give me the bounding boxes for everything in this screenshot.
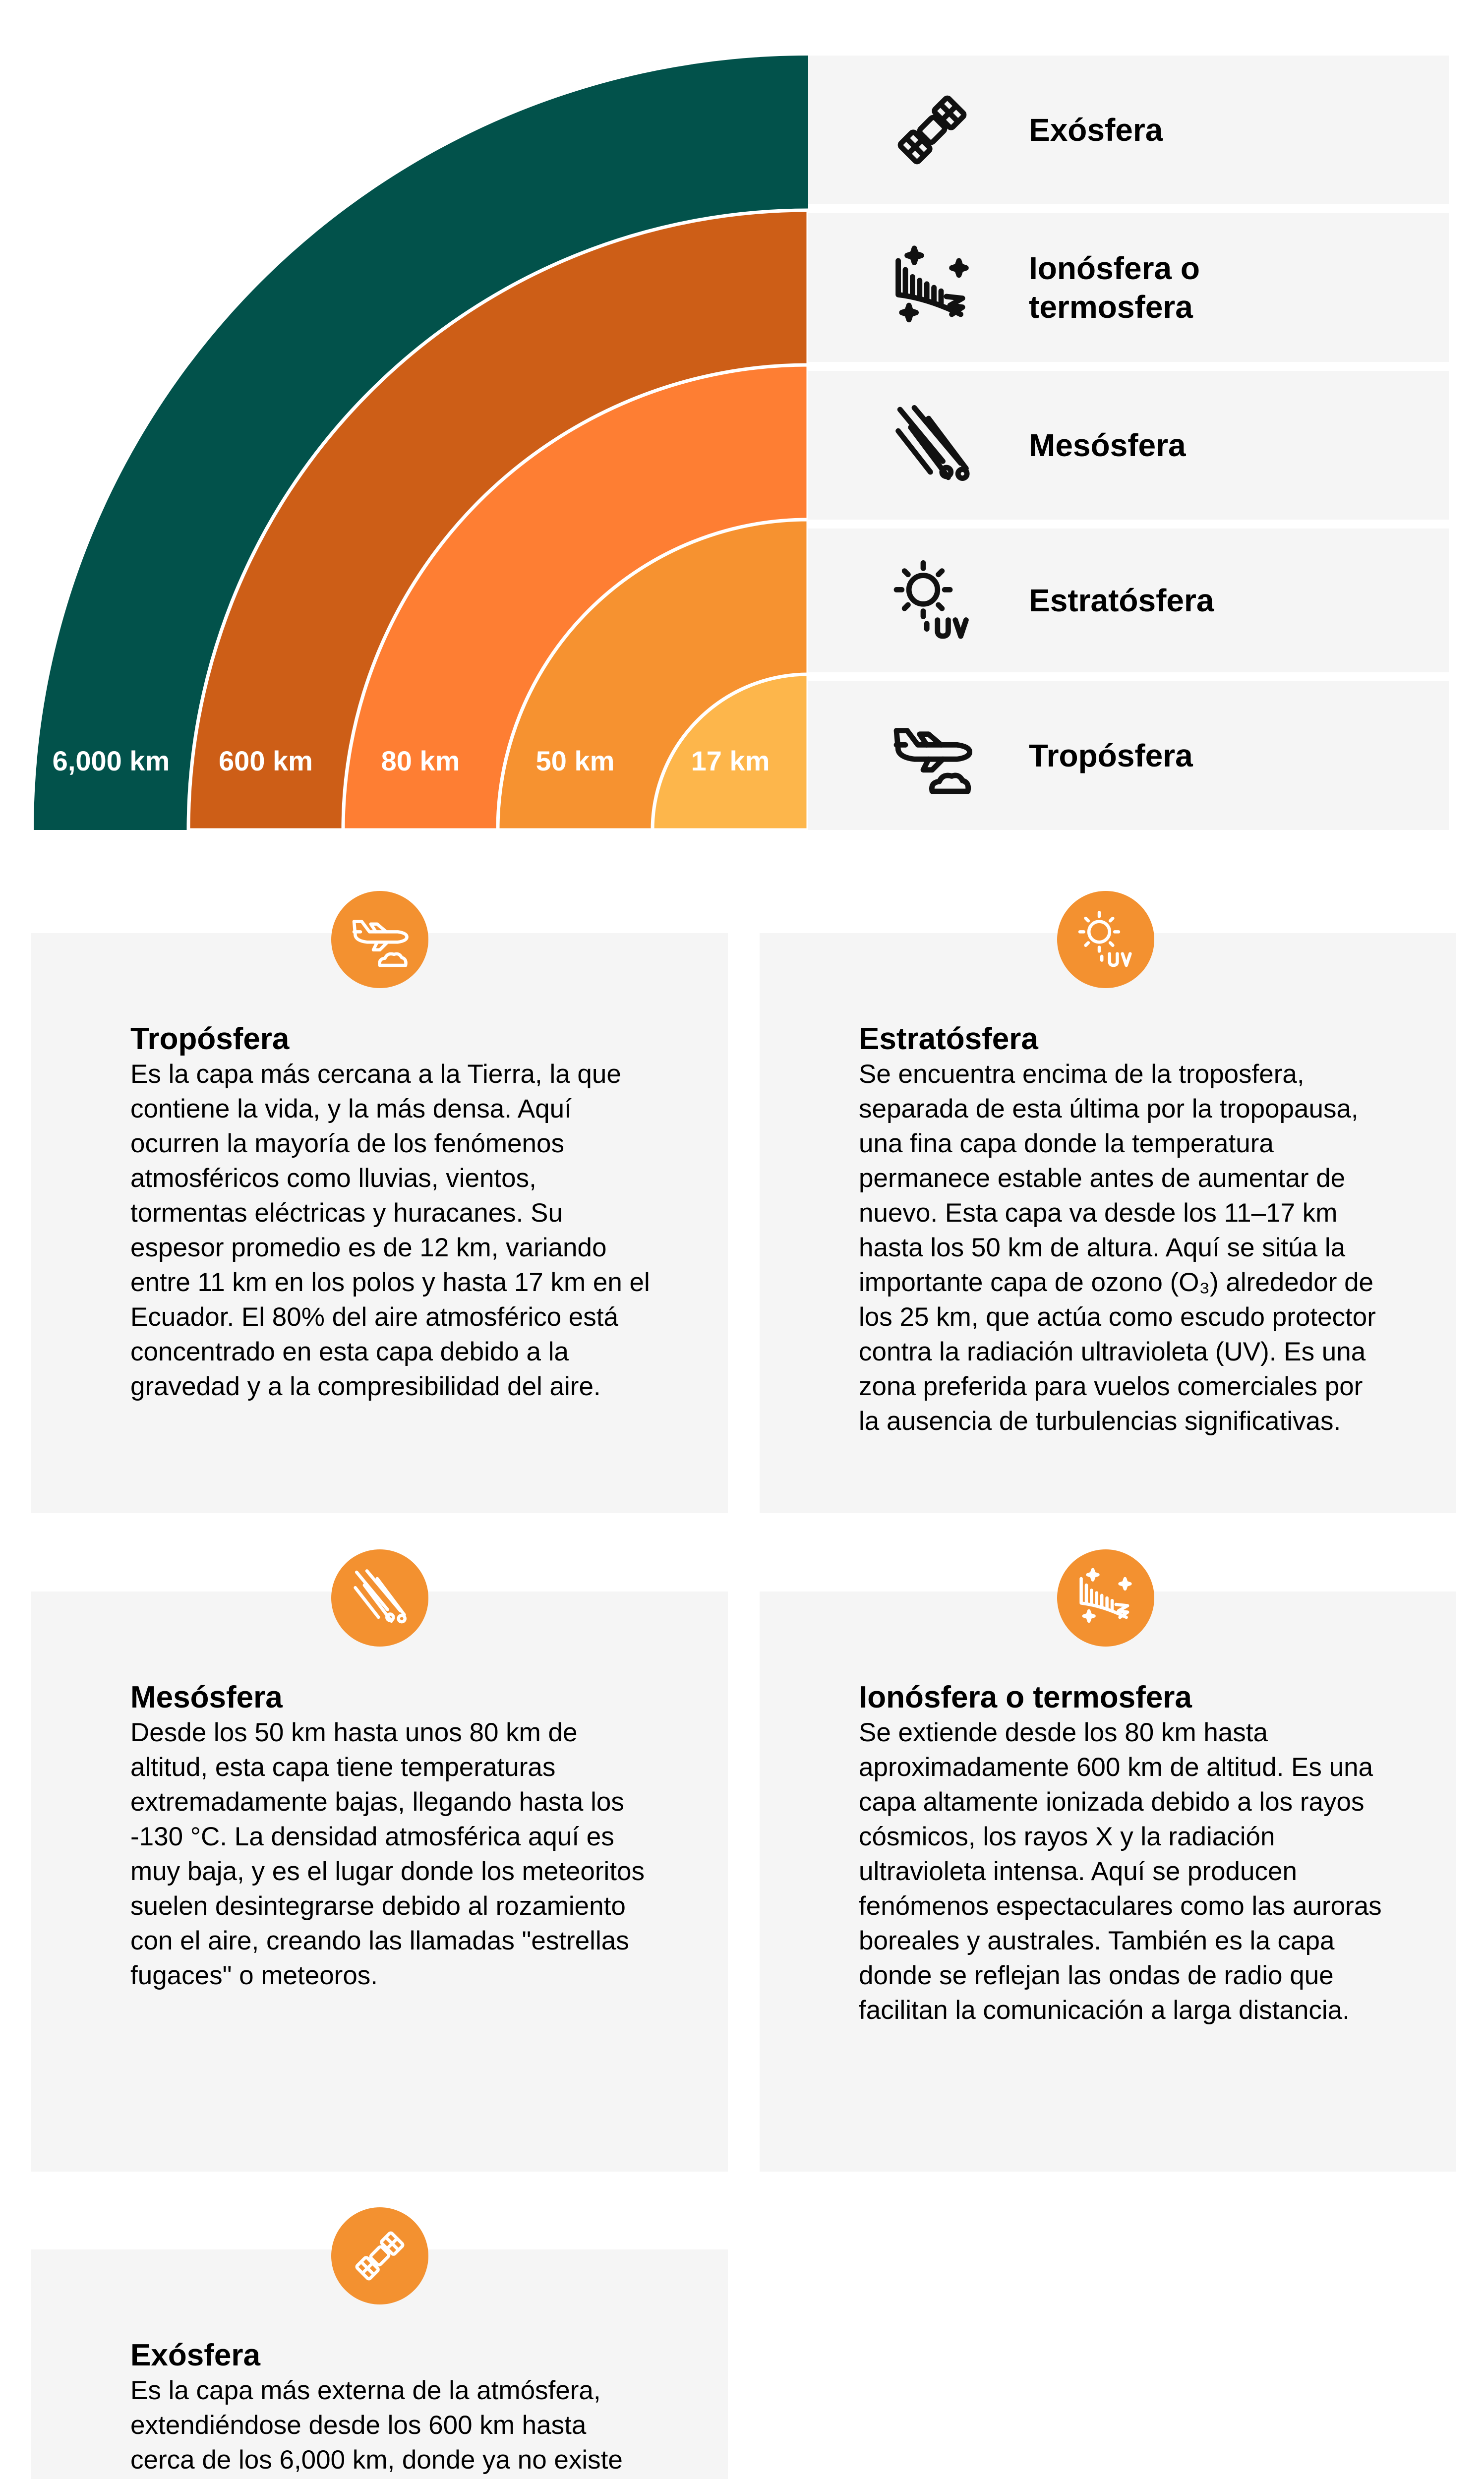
card-title: Tropósfera [130,1022,290,1056]
card-title: Ionósfera o termosfera [859,1680,1192,1714]
card-text: Se encuentra encima de la troposfera, separada de esta última por la tropopausa, una fina capa donde la temperatura permanece estable antes de aumentar de nuevo. Esta capa va desde los 11–17 km hasta los 50 km de altura. Aquí se sitúa la importante capa de ozono (O₃) alrededor de los 25 km, que actúa como escudo protector contra la radiación ultravioleta (UV). Es una zona preferida para vuelos comerciales por la ausencia de turbulencias significativas. [859,1060,1376,1436]
satellite-icon [885,83,979,177]
atmosphere-layers-diagram [34,56,808,830]
altitude-label: 17 km [691,745,770,776]
layer-row-ionosphere [808,213,1449,362]
card-text: Se extiende desde los 80 km hasta aproximadamente 600 km de altitud. Es una capa altamente ionizada debido a los rayos cósmicos, los rayos X y la radiación ultravioleta intensa. Aquí se producen fenómenos espectaculares como las auroras boreales y australes. También es la capa donde se reflejan las ondas de radio que facilitan la comunicación a larga distancia. [859,1718,1382,2025]
layer-name: Tropósfera [1029,738,1193,773]
sun-uv-icon [1057,891,1154,988]
altitude-label: 50 km [535,745,615,776]
layer-row-mesosphere [808,371,1449,520]
airplane-cloud-icon [885,708,979,803]
aurora-icon [885,240,979,335]
altitude-label: 6,000 km [52,745,170,776]
layer-name: Ionósfera o termosfera [1029,250,1200,325]
layer-row-stratosphere [808,529,1449,672]
meteors-icon [331,1549,428,1647]
layer-name: Exósfera [1029,112,1163,148]
altitude-label: 80 km [381,745,460,776]
card-title: Mesósfera [130,1680,283,1714]
card-text: Es la capa más cercana a la Tierra, la que contiene la vida, y la más densa. Aquí ocurren la mayoría de los fenómenos atmosféricos como lluvias, vientos, tormentas eléctricas y huracanes. Su espesor promedio es de 12 km, variando entre 11 km en los polos y hasta 17 km en el Ecuador. El 80% del aire atmosférico está concentrado en esta capa debido a la gravedad y a la compresibilidad del aire. [130,1060,650,1401]
layer-row-troposphere [808,681,1449,830]
card-troposphere [31,933,728,1513]
card-text: Desde los 50 km hasta unos 80 km de altitud, esta capa tiene temperaturas extremadamente bajas, llegando hasta los -130 °C. La densidad atmosférica aquí es muy baja, y es el lugar donde los meteoritos suelen desintegrarse debido al rozamiento con el aire, creando las llamadas "estrellas fugaces" o meteoros. [130,1718,645,1990]
meteors-icon [885,398,979,492]
airplane-cloud-icon [331,891,428,988]
card-mesosphere [31,1592,728,2172]
card-ionosphere [760,1592,1456,2172]
card-text: Es la capa más externa de la atmósfera, extendiéndose desde los 600 km hasta cerca de los 6,000 km, donde ya no existe [130,2376,623,2475]
layer-name: Mesósfera [1029,427,1186,463]
card-title: Exósfera [130,2338,260,2372]
sun-uv-icon [885,553,979,648]
layer-row-exosphere [808,56,1449,204]
altitude-label: 600 km [219,745,313,776]
satellite-icon [331,2207,428,2304]
layer-name: Estratósfera [1029,583,1214,618]
card-title: Estratósfera [859,1022,1038,1056]
card-stratosphere [760,933,1456,1513]
aurora-icon [1057,1549,1154,1647]
